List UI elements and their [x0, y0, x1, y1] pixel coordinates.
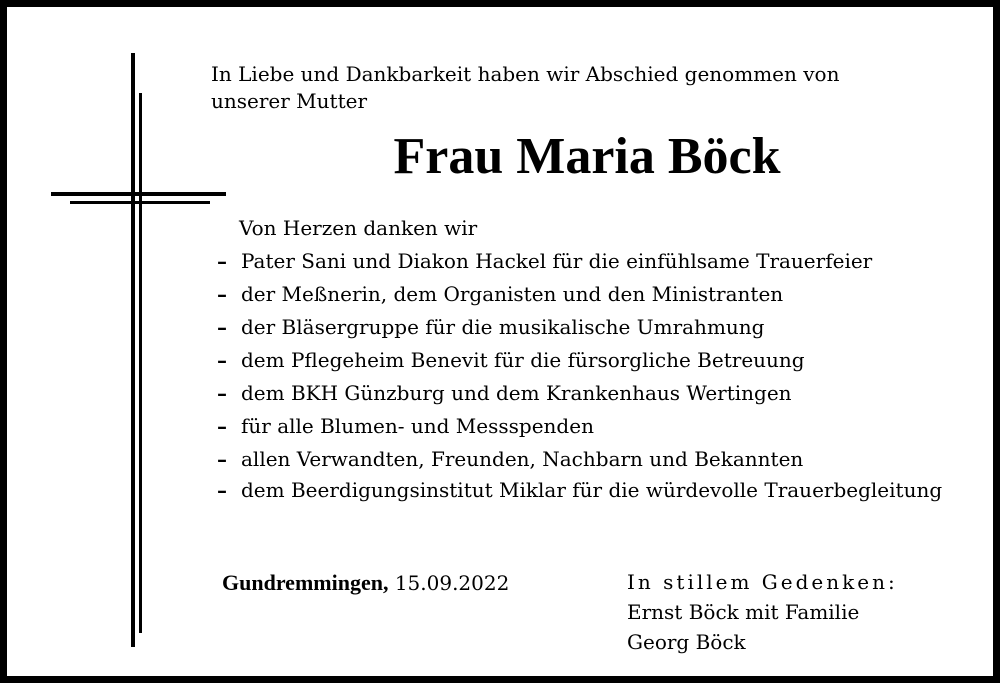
dash-bullet: –	[217, 315, 227, 339]
cross-icon-inner-line	[139, 93, 142, 633]
signature-line: Georg Böck	[627, 630, 746, 654]
thanks-list	[217, 245, 977, 505]
dash-bullet: –	[217, 381, 227, 405]
cross-icon	[131, 53, 135, 647]
list-item: – dem BKH Günzburg und dem Krankenhaus Wertingen	[217, 377, 977, 410]
list-item: – allen Verwandten, Freunden, Nachbarn und Bekannten	[217, 443, 977, 476]
signature-heading: In stillem Gedenken:	[627, 570, 898, 594]
signature-block	[627, 567, 898, 657]
cross-crossbar	[51, 192, 226, 196]
signature-line: Ernst Böck mit Familie	[627, 600, 860, 624]
place: Gundremmingen,	[222, 570, 389, 595]
dash-bullet: –	[217, 282, 227, 306]
dash-bullet: –	[217, 249, 227, 273]
dash-bullet: –	[217, 447, 227, 471]
dash-bullet: –	[217, 478, 227, 502]
intro-text: In Liebe und Dankbarkeit haben wir Abschied genommen von unserer Mutter	[211, 62, 840, 113]
list-item: – der Bläsergruppe für die musikalische Umrahmung	[217, 311, 977, 344]
cross-crossbar-inner	[70, 201, 210, 204]
date: 15.09.2022	[394, 571, 510, 595]
dash-bullet: –	[217, 348, 227, 372]
list-item: – dem Beerdigungsinstitut Miklar für die würdevolle Trauerbegleitung	[217, 476, 977, 505]
thanks-intro: Von Herzen danken wir	[239, 216, 478, 240]
list-item: – für alle Blumen- und Messspenden	[217, 410, 977, 443]
deceased-name: Frau Maria Böck	[393, 128, 781, 185]
dash-bullet: –	[217, 414, 227, 438]
list-item: – Pater Sani und Diakon Hackel für die einfühlsame Trauerfeier	[217, 245, 977, 278]
list-item: – dem Pflegeheim Benevit für die fürsorgliche Betreuung	[217, 344, 977, 377]
list-item: – der Meßnerin, dem Organisten und den Ministranten	[217, 278, 977, 311]
place-and-date	[222, 569, 509, 597]
